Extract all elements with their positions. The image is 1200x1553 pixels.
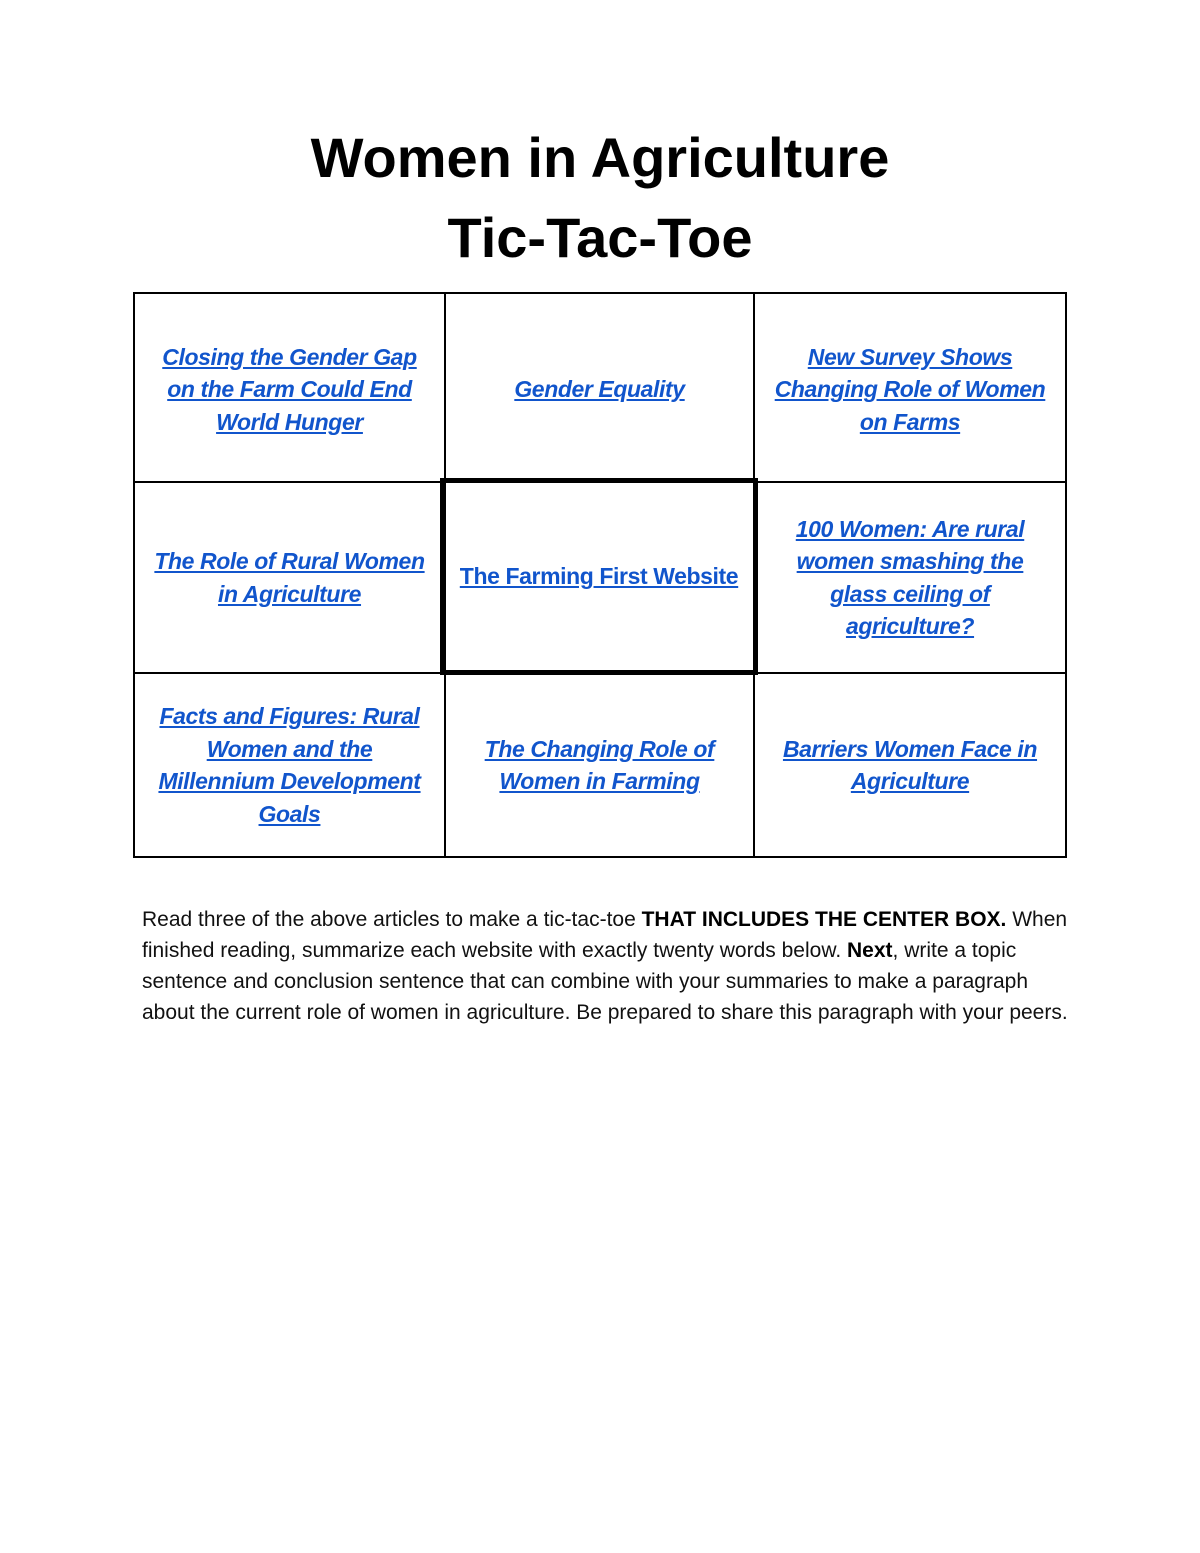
instructions-text-3: , write a topic sentence and conclusion sentence that can combine with your summaries to make a paragraph about the current role of women in agriculture. Be prepared to share this paragraph with your peers. bbox=[142, 939, 1068, 1024]
link-new-survey-shows[interactable]: New Survey Shows Changing Role of Women on Farms bbox=[774, 343, 1046, 435]
instructions-emphasis-center-box: THAT INCLUDES THE CENTER BOX. bbox=[641, 908, 1007, 931]
instructions-emphasis-next: Next bbox=[847, 939, 893, 962]
link-100-women[interactable]: 100 Women: Are rural women smashing the glass ceiling of agriculture? bbox=[795, 515, 1025, 639]
link-barriers-women-face[interactable]: Barriers Women Face in Agriculture bbox=[782, 735, 1038, 794]
board-cell-bottom-right bbox=[753, 672, 1067, 858]
board-cell-center bbox=[440, 478, 758, 675]
board-cell-bottom-center bbox=[444, 672, 755, 858]
title-line-1: Women in Agriculture bbox=[310, 126, 890, 189]
board-cell-top-center bbox=[444, 292, 755, 483]
link-farming-first-website[interactable]: The Farming First Website bbox=[459, 563, 739, 590]
instructions-paragraph bbox=[142, 904, 1072, 1028]
board-cell-middle-left bbox=[133, 481, 446, 674]
instructions-text-1: Read three of the above articles to make a tic-tac-toe bbox=[142, 908, 642, 931]
tic-tac-toe-board bbox=[133, 292, 1067, 858]
link-gender-equality[interactable]: Gender Equality bbox=[514, 376, 685, 403]
board-cell-top-right bbox=[753, 292, 1067, 483]
link-changing-role-of-women[interactable]: The Changing Role of Women in Farming bbox=[484, 735, 715, 794]
link-facts-and-figures[interactable]: Facts and Figures: Rural Women and the Millennium Development Goals bbox=[158, 703, 421, 827]
board-cell-top-left bbox=[133, 292, 446, 483]
page-title bbox=[0, 118, 1200, 278]
board-cell-middle-right bbox=[753, 481, 1067, 674]
link-role-of-rural-women[interactable]: The Role of Rural Women in Agriculture bbox=[154, 548, 425, 607]
board-cell-bottom-left bbox=[133, 672, 446, 858]
link-closing-the-gender-gap[interactable]: Closing the Gender Gap on the Farm Could End World Hunger bbox=[162, 343, 417, 435]
title-line-2: Tic-Tac-Toe bbox=[447, 206, 753, 269]
instructions-text-2: When finished reading, summarize each website with exactly twenty words below. bbox=[142, 908, 1068, 962]
